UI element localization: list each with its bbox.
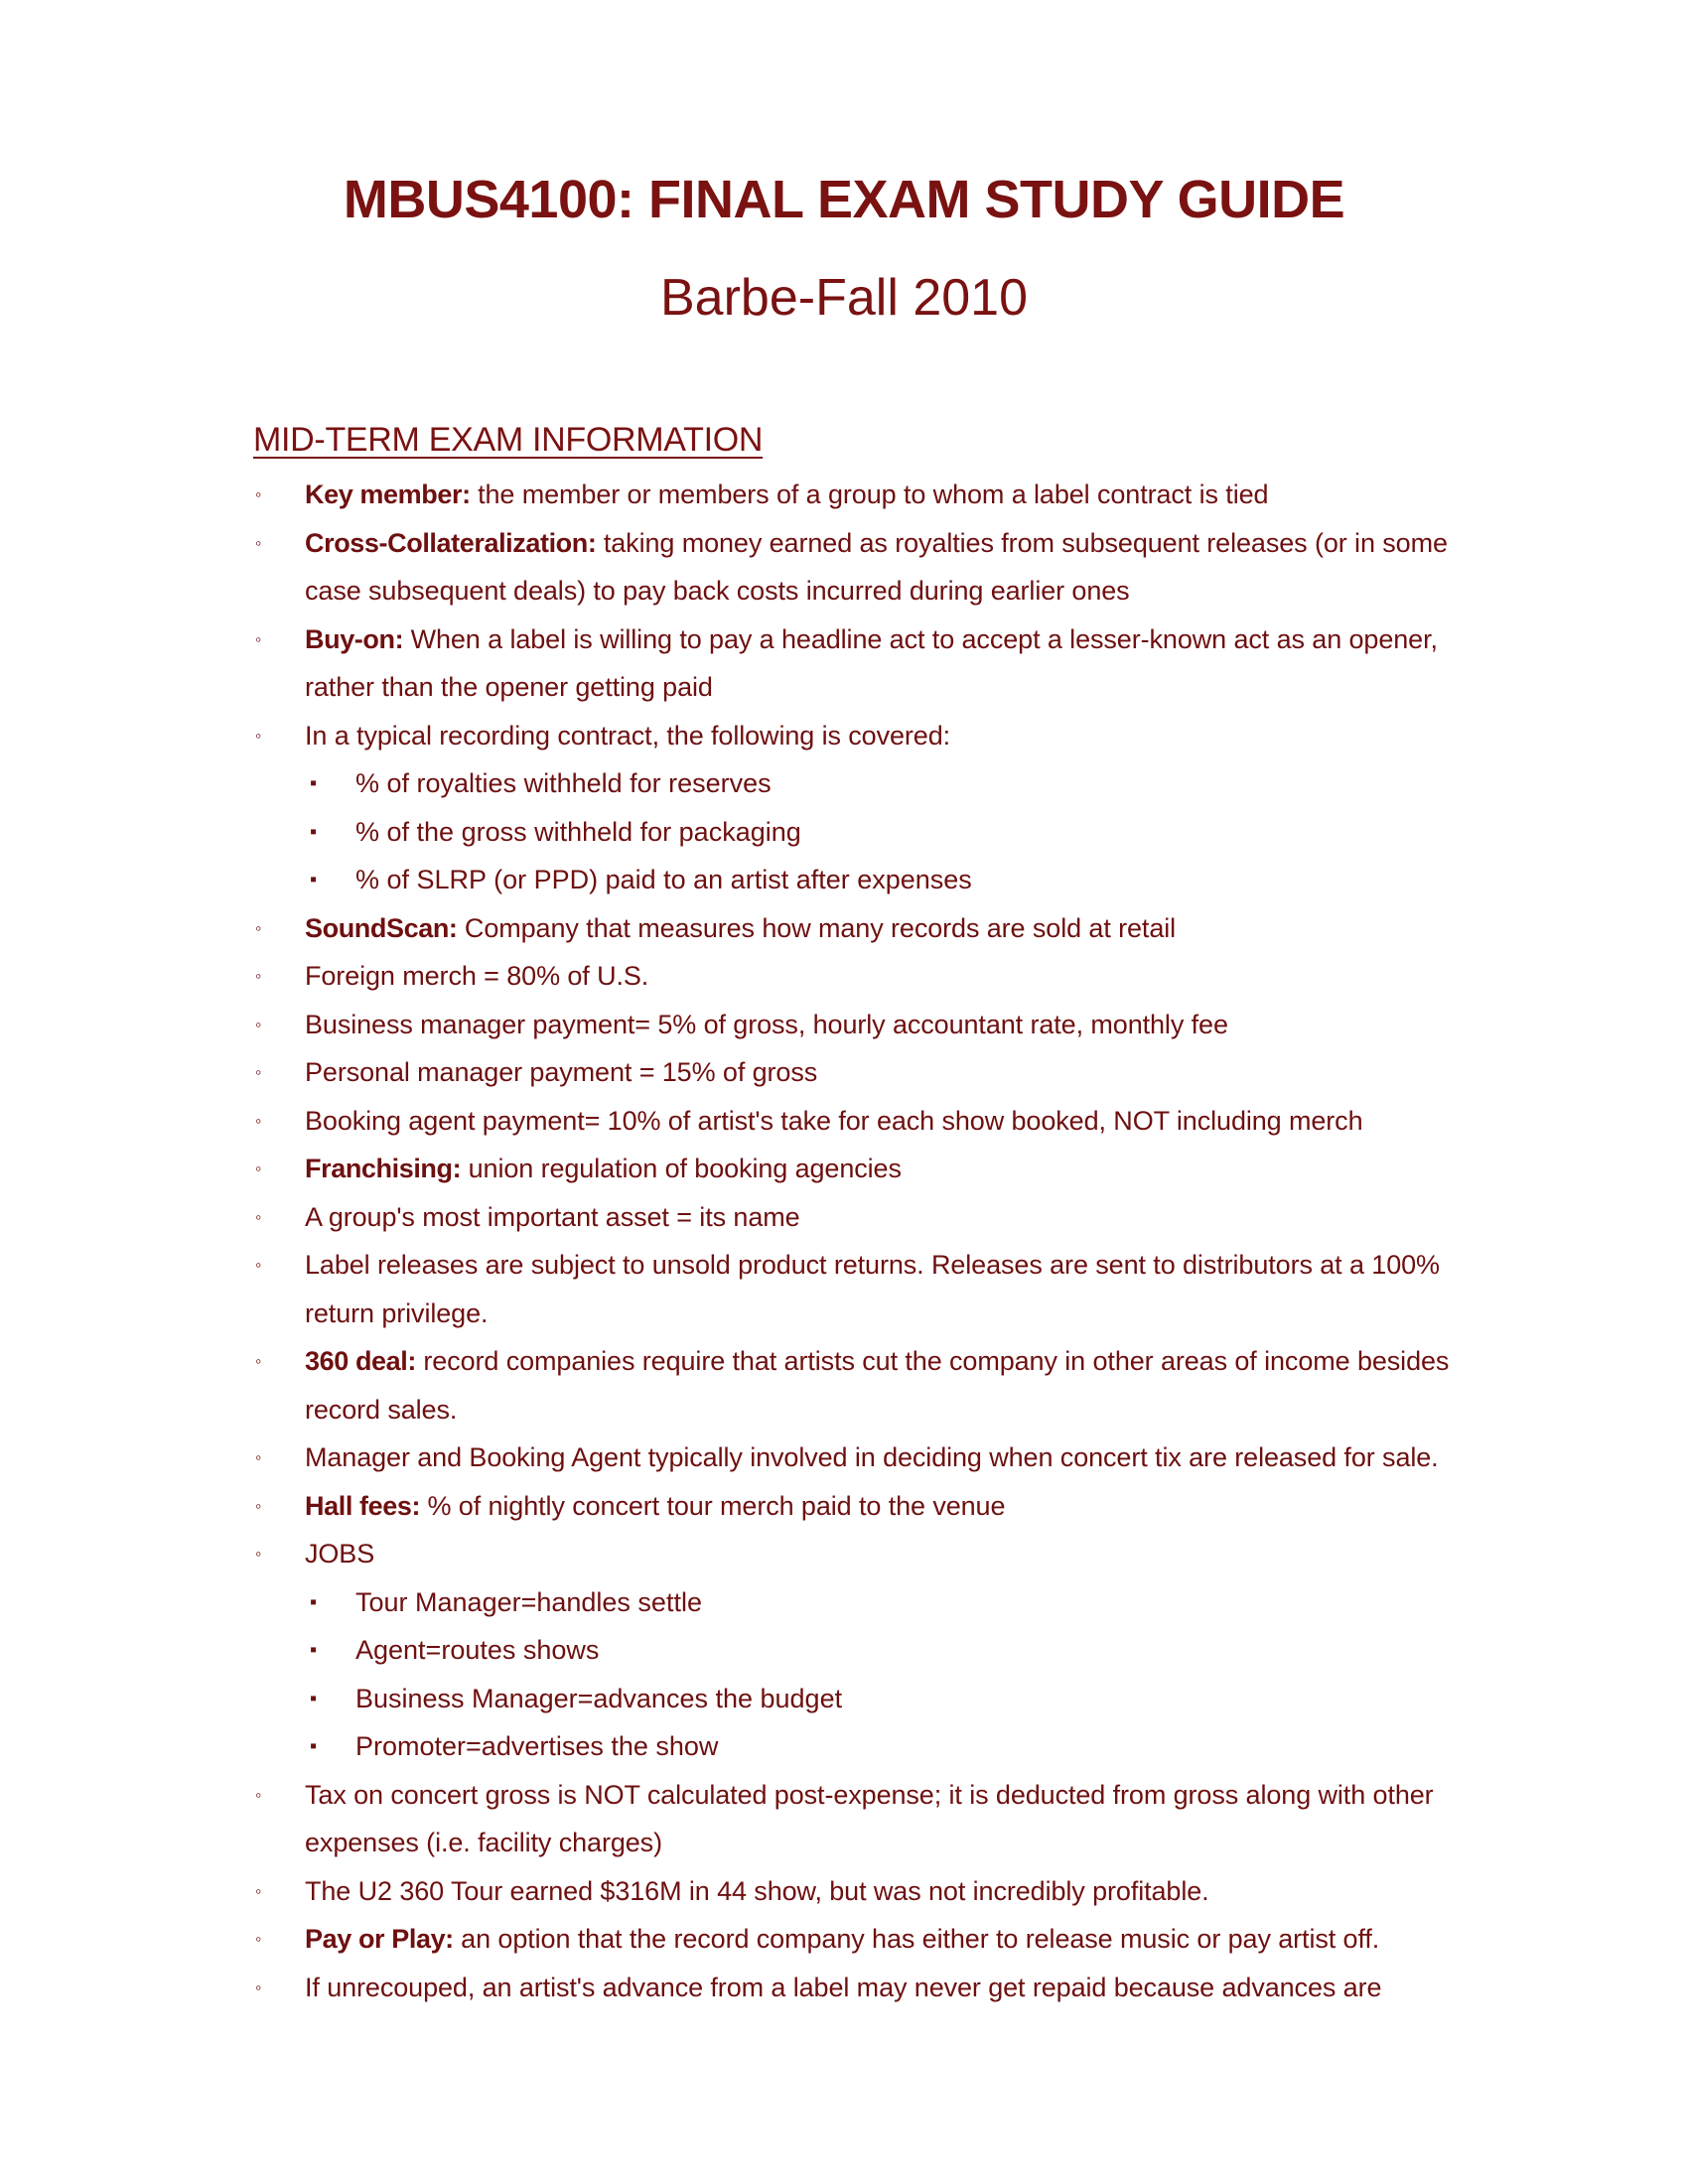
- circle-bullet-icon: ◦: [255, 1159, 262, 1178]
- item-term: 360 deal:: [305, 1346, 416, 1376]
- circle-bullet-icon: ◦: [255, 1255, 262, 1275]
- list-item: [253, 712, 1504, 760]
- circle-bullet-icon: ◦: [255, 484, 262, 504]
- item-text: an option that the record company has either to release music or pay artist off.: [453, 1924, 1380, 1954]
- item-term: Key member:: [305, 479, 471, 509]
- circle-bullet-icon: ◦: [255, 1062, 262, 1082]
- item-text: Booking agent payment= 10% of artist's take for each show booked, NOT including merch: [305, 1105, 1363, 1136]
- circle-bullet-icon: ◦: [255, 1495, 262, 1516]
- item-text: Tax on concert gross is NOT calculated post-expense; it is deducted from gross along with other expenses (i.e. facility charges): [305, 1779, 1434, 1857]
- list-item: [253, 1867, 1504, 1916]
- circle-bullet-icon: ◦: [255, 1014, 262, 1034]
- sub-item-text: % of the gross withheld for packaging: [355, 816, 801, 847]
- list-item: [253, 1048, 1504, 1097]
- sub-item-text: % of royalties withheld for reserves: [355, 768, 772, 798]
- circle-bullet-icon: ◦: [255, 1351, 262, 1371]
- list-item: [253, 1241, 1504, 1337]
- sub-list-item: [253, 759, 1504, 808]
- list-item: [253, 1915, 1504, 1964]
- circle-bullet-icon: ◦: [255, 1784, 262, 1805]
- circle-bullet-icon: ◦: [255, 966, 262, 986]
- item-term: Buy-on:: [305, 623, 404, 654]
- circle-bullet-icon: ◦: [255, 1110, 262, 1131]
- item-text: % of nightly concert tour merch paid to the venue: [420, 1490, 1006, 1521]
- item-text: In a typical recording contract, the following is covered:: [305, 720, 951, 751]
- circle-bullet-icon: ◦: [255, 1447, 262, 1467]
- list-item: [253, 1097, 1504, 1146]
- item-text: The U2 360 Tour earned $316M in 44 show, but was not incredibly profitable.: [305, 1875, 1209, 1906]
- section-heading: MID-TERM EXAM INFORMATION: [253, 421, 764, 459]
- sub-item-text: Tour Manager=handles settle: [355, 1586, 702, 1617]
- sub-item-text: Agent=routes shows: [355, 1635, 600, 1665]
- list-item: [253, 615, 1504, 712]
- item-term: SoundScan:: [305, 912, 458, 943]
- sub-list-item: [253, 1578, 1504, 1627]
- item-text: When a label is willing to pay a headline act to accept a lesser-known act as an opener, rather than the opener getting paid: [305, 623, 1438, 702]
- square-bullet-icon: ▪: [310, 869, 318, 890]
- item-text: If unrecouped, an artist's advance from a label may never get repaid because advances are: [305, 1972, 1382, 2002]
- circle-bullet-icon: ◦: [255, 1977, 262, 1997]
- sub-list-item: [253, 856, 1504, 904]
- sub-list-item: [253, 1626, 1504, 1675]
- square-bullet-icon: ▪: [310, 1639, 318, 1661]
- sub-list-item: [253, 808, 1504, 857]
- list-item: [253, 471, 1504, 519]
- list-item: [253, 904, 1504, 953]
- item-text: union regulation of booking agencies: [461, 1154, 902, 1183]
- sub-list-item: [253, 1722, 1504, 1771]
- circle-bullet-icon: ◦: [255, 1929, 262, 1949]
- list-item: [253, 1145, 1504, 1193]
- document-title: MBUS4100: FINAL EXAM STUDY GUIDE: [343, 170, 1345, 229]
- square-bullet-icon: ▪: [310, 772, 318, 794]
- item-text: JOBS: [305, 1539, 375, 1569]
- item-text: A group's most important asset = its name: [305, 1201, 800, 1232]
- item-text: the member or members of a group to whom a label contract is tied: [470, 479, 1269, 509]
- list-item: [253, 519, 1504, 615]
- sub-item-text: % of SLRP (or PPD) paid to an artist after expenses: [355, 865, 972, 894]
- square-bullet-icon: ▪: [310, 1735, 318, 1757]
- list-item: [253, 1001, 1504, 1049]
- circle-bullet-icon: ◦: [255, 1206, 262, 1227]
- list-item: [253, 1964, 1504, 2012]
- circle-bullet-icon: ◦: [255, 725, 262, 746]
- item-text: taking money earned as royalties from subsequent releases (or in some case subsequent deals) to pay back costs incurred during earlier ones: [305, 527, 1448, 606]
- list-item: [253, 952, 1504, 1001]
- sub-item-text: Business Manager=advances the budget: [355, 1683, 843, 1713]
- square-bullet-icon: ▪: [310, 1590, 318, 1613]
- sub-list-item: [253, 1675, 1504, 1723]
- circle-bullet-icon: ◦: [255, 532, 262, 553]
- list-item: [253, 1337, 1504, 1433]
- item-text: Manager and Booking Agent typically involved in deciding when concert tix are released for sale.: [305, 1442, 1439, 1472]
- square-bullet-icon: ▪: [310, 820, 318, 843]
- item-text: Company that measures how many records are sold at retail: [457, 912, 1177, 943]
- list-item: [253, 1530, 1504, 1578]
- item-text: Personal manager payment = 15% of gross: [305, 1057, 818, 1087]
- item-term: Pay or Play:: [305, 1924, 454, 1954]
- circle-bullet-icon: ◦: [255, 1880, 262, 1901]
- item-text: Business manager payment= 5% of gross, hourly accountant rate, monthly fee: [305, 1009, 1228, 1039]
- item-term: Hall fees:: [305, 1490, 421, 1521]
- item-term: Franchising:: [305, 1154, 462, 1183]
- circle-bullet-icon: ◦: [255, 1544, 262, 1564]
- item-text: Foreign merch = 80% of U.S.: [305, 961, 649, 991]
- square-bullet-icon: ▪: [310, 1687, 318, 1709]
- sub-item-text: Promoter=advertises the show: [355, 1731, 719, 1761]
- list-item: [253, 1482, 1504, 1531]
- circle-bullet-icon: ◦: [255, 917, 262, 938]
- item-text: record companies require that artists cut the company in other areas of income besides record sales.: [305, 1346, 1450, 1425]
- document-subtitle: Barbe-Fall 2010: [660, 269, 1028, 327]
- list-item: [253, 1193, 1504, 1242]
- item-term: Cross-Collateralization:: [305, 527, 597, 558]
- circle-bullet-icon: ◦: [255, 628, 262, 649]
- list-item: [253, 1771, 1504, 1867]
- list-item: [253, 1433, 1504, 1482]
- item-text: Label releases are subject to unsold product returns. Releases are sent to distributors at a 100% return privilege.: [305, 1250, 1440, 1328]
- study-guide-list: [253, 471, 1504, 2011]
